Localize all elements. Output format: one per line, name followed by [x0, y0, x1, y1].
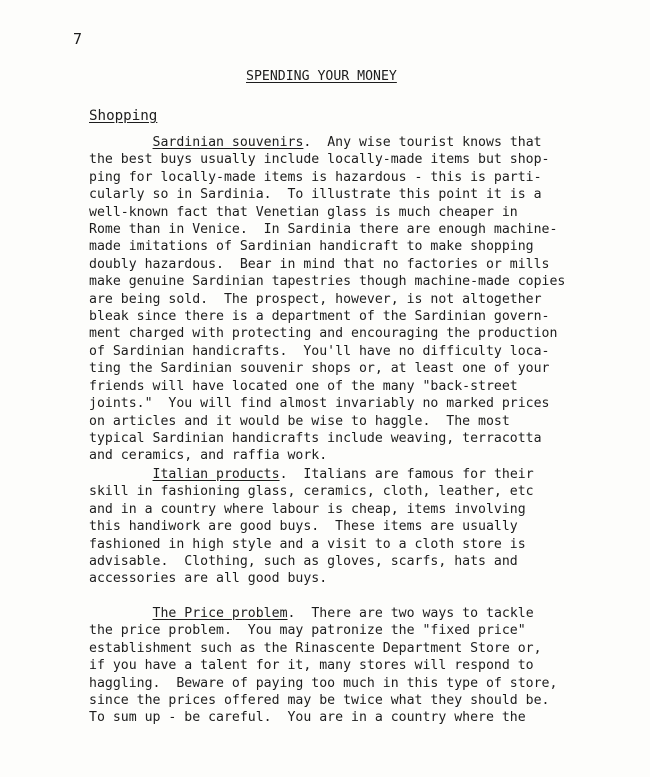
- text-line: ping for locally-made items is hazardous - this is parti-: [89, 169, 542, 185]
- text-line: and ceramics, and raffia work.: [89, 448, 328, 464]
- text-line: and in a country where labour is cheap, items involving: [89, 501, 526, 517]
- text-line: bleak since there is a department of the Sardinian govern-: [89, 309, 550, 325]
- page-title: SPENDING YOUR MONEY: [246, 69, 397, 84]
- text-line: make genuine Sardinian tapestries though machine-made copies: [89, 274, 566, 290]
- text-line: haggling. Beware of paying too much in this type of store,: [89, 675, 558, 691]
- text-line: friends will have located one of the many "back-street: [89, 378, 518, 394]
- text-line: since the prices offered may be twice what they should be.: [89, 693, 550, 709]
- text-line: if you have a talent for it, many stores will respond to: [89, 658, 534, 674]
- text-line: advisable. Clothing, such as gloves, scarfs, hats and: [89, 554, 518, 570]
- section-heading: Shopping: [89, 108, 158, 124]
- paragraph-italian-products: [89, 466, 534, 588]
- text-line: ting the Sardinian souvenir shops or, at least one of your: [89, 361, 550, 377]
- paragraph-lead-phrase: Sardinian souvenirs: [152, 135, 304, 150]
- text-line: joints." You will find almost invariably no marked prices: [89, 396, 550, 412]
- paragraph-price-problem: [89, 605, 557, 727]
- text-line: Rome than in Venice. In Sardinia there are enough machine-: [89, 222, 558, 238]
- text-line: of Sardinian handicrafts. You'll have no difficulty loca-: [89, 343, 550, 359]
- text-line: typical Sardinian handicrafts include weaving, terracotta: [89, 430, 542, 446]
- paragraph-lead-phrase: Italian products: [152, 467, 280, 482]
- text-line: the price problem. You may patronize the "fixed price": [89, 623, 526, 639]
- paragraph-lead-phrase: The Price problem: [152, 606, 288, 621]
- text-line: The Price problem. There are two ways to tackle: [152, 606, 534, 621]
- text-line: this handiwork are good buys. These items are usually: [89, 519, 518, 535]
- text-line: the best buys usually include locally-made items but shop-: [89, 152, 550, 168]
- paragraph-sardinian-souvenirs: [89, 134, 565, 465]
- text-line: accessories are all good buys.: [89, 571, 328, 587]
- text-line: skill in fashioning glass, ceramics, cloth, leather, etc: [89, 484, 534, 500]
- text-line: fashioned in high style and a visit to a cloth store is: [89, 536, 526, 552]
- text-line: establishment such as the Rinascente Department Store or,: [89, 640, 542, 656]
- text-line: are being sold. The prospect, however, is not altogether: [89, 291, 542, 307]
- text-line: on articles and it would be wise to haggle. The most: [89, 413, 510, 429]
- text-line: well-known fact that Venetian glass is much cheaper in: [89, 204, 518, 220]
- text-line: cularly so in Sardinia. To illustrate this point it is a: [89, 187, 542, 203]
- text-line: Italian products. Italians are famous for their: [152, 467, 534, 482]
- text-line: Sardinian souvenirs. Any wise tourist knows that: [152, 135, 542, 150]
- text-line: To sum up - be careful. You are in a country where the: [89, 710, 526, 726]
- text-line: ment charged with protecting and encouraging the production: [89, 326, 558, 342]
- text-line: made imitations of Sardinian handicraft to make shopping: [89, 239, 534, 255]
- text-line: doubly hazardous. Bear in mind that no factories or mills: [89, 256, 550, 272]
- page-number: 7: [73, 30, 83, 48]
